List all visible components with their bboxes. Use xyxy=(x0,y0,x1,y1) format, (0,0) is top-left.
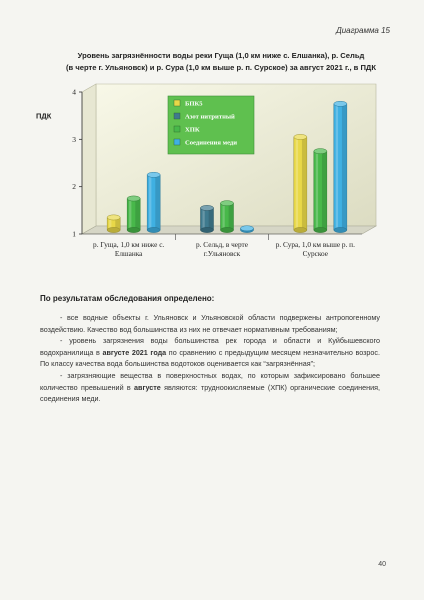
bar-base xyxy=(294,227,307,232)
legend-swatch xyxy=(174,100,180,106)
bar-base xyxy=(127,227,140,232)
bar-base xyxy=(147,227,160,232)
bar-highlight xyxy=(222,203,224,230)
bar-highlight xyxy=(316,151,318,230)
bar-хпк xyxy=(127,196,140,233)
bar-shade xyxy=(322,151,327,230)
bar-highlight xyxy=(129,199,131,231)
bar-соединения-меди xyxy=(147,172,160,232)
bar-top xyxy=(314,149,327,154)
bar-base xyxy=(221,227,234,232)
legend-swatch xyxy=(174,126,180,132)
bar-top xyxy=(147,172,160,177)
bar-бпк5 xyxy=(294,134,307,232)
bar-base xyxy=(334,227,347,232)
y-tick-label: 3 xyxy=(72,134,76,144)
legend-swatch xyxy=(174,139,180,145)
x-tick-label: р. Сура, 1,0 км выше р. п. xyxy=(275,240,355,249)
finding-paragraph-3: - загрязняющие вещества в поверхностных водах, по которым зафиксировано большее количество превышений в августе являются: трудноокисляемые (ХПК) органические соединения, соединения меди. xyxy=(40,370,380,404)
chart-title-line-2: (в черте г. Ульяновск) и р. Сура (1,0 км выше р. п. Сурское) за август 2021 г., в ПДК xyxy=(66,63,376,72)
page-number: 40 xyxy=(378,561,386,568)
bar-highlight xyxy=(296,137,298,230)
bar-shade xyxy=(229,203,234,230)
diagram-label: Диаграмма 15 xyxy=(336,26,390,35)
section-heading: По результатам обследования определено: xyxy=(40,294,215,303)
bar-top xyxy=(221,201,234,206)
legend-label: БПК5 xyxy=(185,100,203,108)
bar-chart xyxy=(0,78,424,278)
bar-shade xyxy=(209,208,214,230)
y-tick-label: 1 xyxy=(72,229,76,239)
legend-swatch xyxy=(174,113,180,119)
x-tick-label: Сурское xyxy=(302,249,329,258)
bar-хпк xyxy=(314,149,327,233)
bar-top xyxy=(334,101,347,106)
legend-label: Соединения меди xyxy=(185,139,238,147)
bar-base xyxy=(201,227,214,232)
bar-top xyxy=(127,196,140,201)
bar-base xyxy=(314,227,327,232)
x-tick-label: г.Ульяновск xyxy=(203,249,241,258)
bar-азот-нитритный xyxy=(201,205,214,232)
bar-highlight xyxy=(336,104,338,230)
bar-shade xyxy=(135,199,140,231)
bar-top xyxy=(107,215,120,220)
chart-title xyxy=(44,50,398,74)
bar-highlight xyxy=(149,175,151,230)
bar-top xyxy=(294,134,307,139)
bar-соединения-меди xyxy=(334,101,347,232)
bar-highlight xyxy=(202,208,204,230)
legend-label: Азот нитритный xyxy=(185,113,235,121)
bar-shade xyxy=(342,104,347,230)
y-tick-label: 4 xyxy=(72,87,76,97)
bar-top xyxy=(241,226,254,231)
bar-хпк xyxy=(221,201,234,233)
bar-бпк5 xyxy=(107,215,120,233)
bar-shade xyxy=(302,137,307,230)
y-tick-label: 2 xyxy=(72,182,76,192)
x-tick-label: р. Гуща, 1,0 км ниже с. xyxy=(93,240,165,249)
chart-title-line-1: Уровень загрязнённости воды реки Гуща (1,0 км ниже с. Елшанка), р. Сельд xyxy=(77,51,365,60)
legend-label: ХПК xyxy=(185,126,200,134)
chart-side-wall xyxy=(82,84,96,234)
bar-base xyxy=(107,227,120,232)
x-tick-label: Елшанка xyxy=(114,249,143,258)
finding-paragraph-2: - уровень загрязнения воды большинства рек города и области и Куйбышевского водохранилища в августе 2021 года по сравнению с предыдущим месяцем незначительно возрос. По классу качества вода большинства водотоков оценивается как “загрязнённая”; xyxy=(40,336,380,369)
finding-paragraph-1: - все водные объекты г. Ульяновск и Ульяновской области подвержены антропогенному воздействию. Качество вод большинства из них не отвечает нормативным требованиям; xyxy=(40,313,380,334)
bar-shade xyxy=(155,175,160,230)
y-axis-label: ПДК xyxy=(36,111,52,121)
bar-соединения-меди xyxy=(241,226,254,233)
bar-top xyxy=(201,205,214,210)
findings-text xyxy=(40,312,380,405)
x-tick-label: р. Сельд, в черте xyxy=(196,240,248,249)
